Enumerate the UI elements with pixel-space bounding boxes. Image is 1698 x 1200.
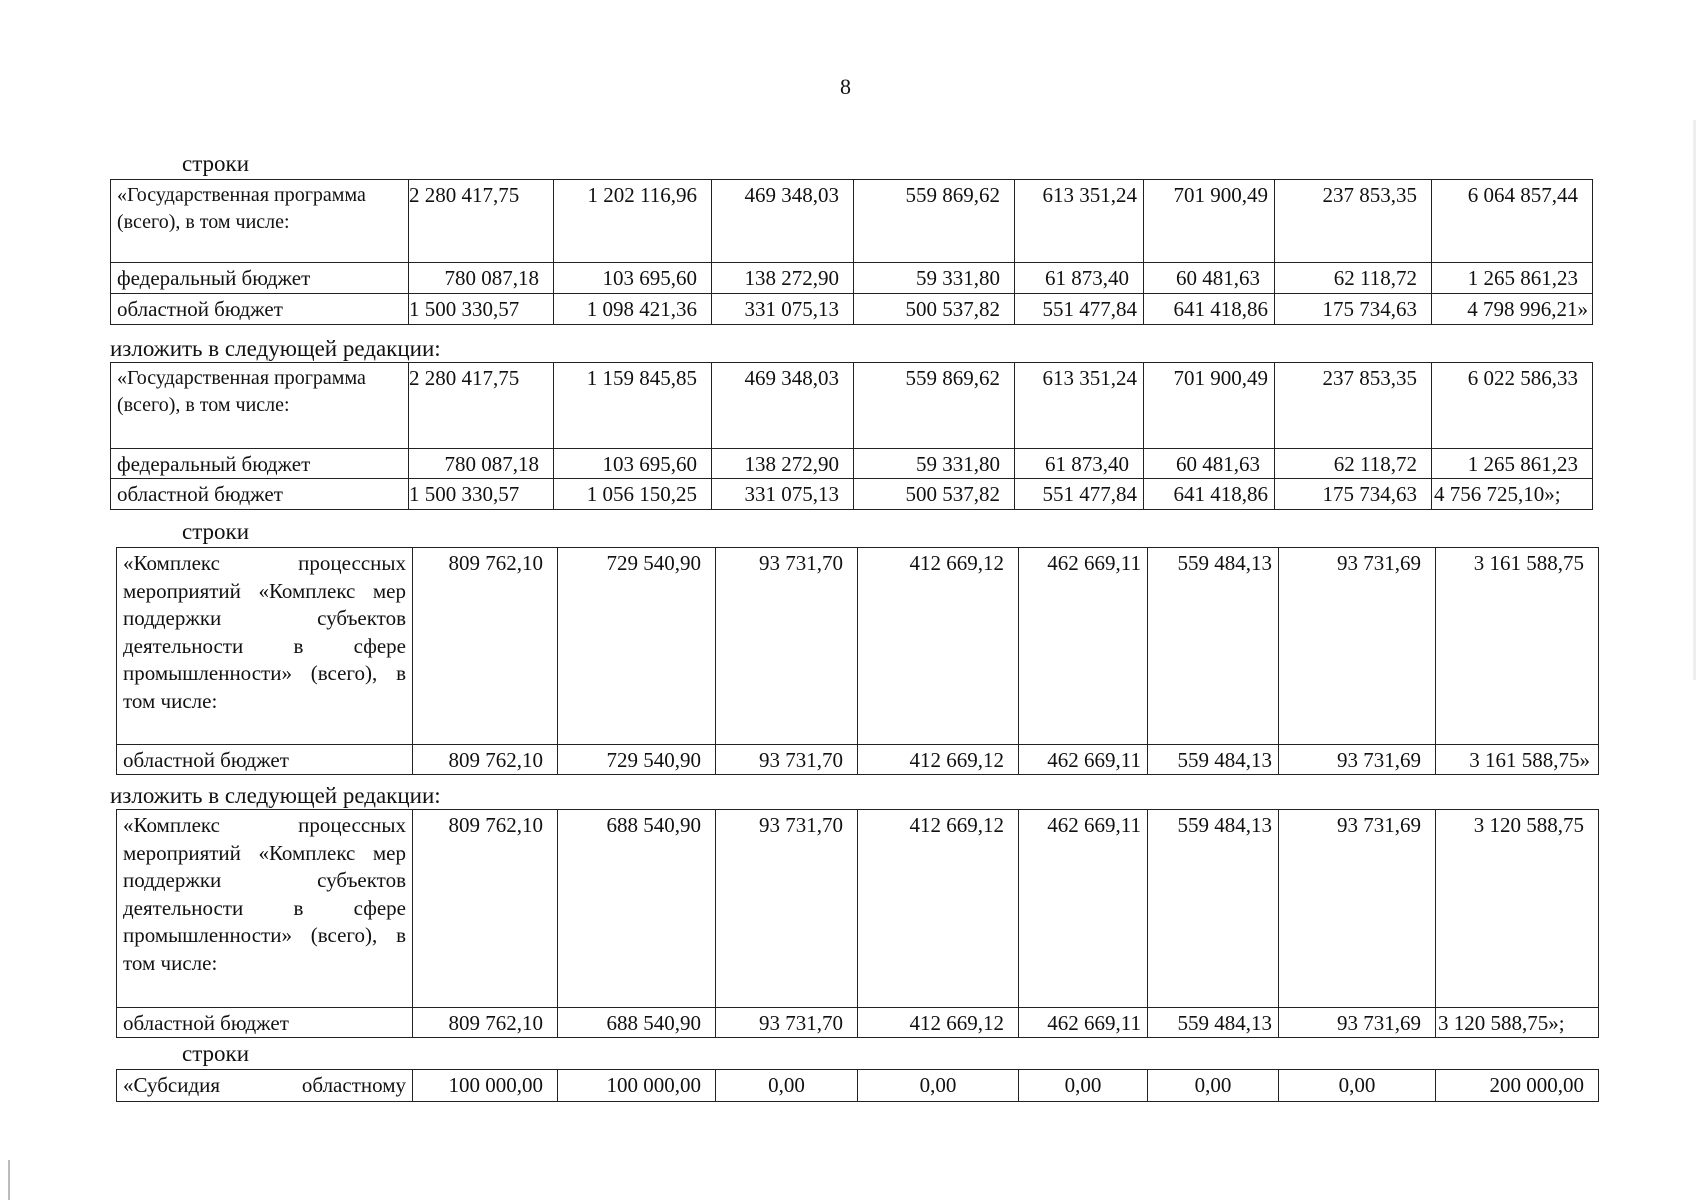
cell-value: 100 000,00 [558, 1070, 716, 1102]
scan-artifact [8, 1160, 10, 1200]
cell-value: 62 118,72 [1275, 263, 1432, 294]
row-name: федеральный бюджет [111, 449, 409, 479]
cell-value: 200 000,00 [1436, 1070, 1599, 1102]
row-name: «Комплекс процессных мероприятий «Комплекс мер поддержки субъектов деятельности в сфере промышленности» (всего), в том числе: [117, 548, 413, 745]
cell-value: 701 900,49 [1144, 363, 1275, 449]
cell-value: 412 669,12 [858, 548, 1019, 745]
cell-value: 3 120 588,75»; [1436, 1008, 1599, 1038]
scan-artifact [1693, 120, 1696, 680]
cell-value: 613 351,24 [1015, 363, 1144, 449]
row-name: областной бюджет [111, 294, 409, 325]
cell-value: 469 348,03 [712, 180, 854, 263]
cell-value: 237 853,35 [1275, 180, 1432, 263]
cell-value: 809 762,10 [413, 745, 558, 775]
cell-value: 93 731,69 [1279, 1008, 1436, 1038]
cell-value: 331 075,13 [712, 294, 854, 325]
table-state-program-new [110, 362, 1593, 510]
page-number: 8 [840, 74, 851, 99]
cell-value: 551 477,84 [1015, 294, 1144, 325]
table-subsidy [116, 1069, 1599, 1102]
cell-value: 559 869,62 [854, 363, 1015, 449]
cell-value: 688 540,90 [558, 810, 716, 1008]
cell-value: 331 075,13 [712, 479, 854, 510]
cell-value: 641 418,86 [1144, 479, 1275, 510]
cell-value: 4 798 996,21» [1432, 294, 1593, 325]
cell-value: 59 331,80 [854, 263, 1015, 294]
table-industry-complex-new [116, 809, 1599, 1038]
cell-value: 462 669,11 [1019, 745, 1148, 775]
row-name: областной бюджет [117, 1008, 413, 1038]
cell-value: 0,00 [716, 1070, 858, 1102]
cell-value: 138 272,90 [712, 263, 854, 294]
cell-value: 175 734,63 [1275, 294, 1432, 325]
cell-value: 462 669,11 [1019, 810, 1148, 1008]
cell-value: 559 484,13 [1148, 745, 1279, 775]
cell-value: 3 161 588,75 [1436, 548, 1599, 745]
cell-value: 6 022 586,33 [1432, 363, 1593, 449]
cell-value: 412 669,12 [858, 745, 1019, 775]
cell-value: 103 695,60 [554, 263, 712, 294]
cell-value: 613 351,24 [1015, 180, 1144, 263]
table-state-program-old [110, 179, 1593, 325]
cell-value: 809 762,10 [413, 1008, 558, 1038]
row-name: «Государственная программа (всего), в том числе: [111, 363, 409, 449]
cell-value: 469 348,03 [712, 363, 854, 449]
cell-value: 237 853,35 [1275, 363, 1432, 449]
label-replace-2: изложить в следующей редакции: [110, 783, 441, 808]
cell-value: 1 056 150,25 [554, 479, 712, 510]
cell-value: 103 695,60 [554, 449, 712, 479]
cell-value: 412 669,12 [858, 810, 1019, 1008]
row-name: федеральный бюджет [111, 263, 409, 294]
cell-value: 4 756 725,10»; [1432, 479, 1593, 510]
cell-value: 688 540,90 [558, 1008, 716, 1038]
cell-value: 175 734,63 [1275, 479, 1432, 510]
cell-value: 559 484,13 [1148, 1008, 1279, 1038]
cell-value: 1 159 845,85 [554, 363, 712, 449]
cell-value: 1 500 330,57 [409, 294, 554, 325]
row-name: «Государственная программа (всего), в том числе: [111, 180, 409, 263]
row-name: областной бюджет [111, 479, 409, 510]
label-rows-1: строки [182, 151, 250, 176]
cell-value: 93 731,70 [716, 810, 858, 1008]
cell-value: 93 731,70 [716, 1008, 858, 1038]
table-row [117, 548, 1599, 745]
cell-value: 500 537,82 [854, 479, 1015, 510]
cell-value: 1 098 421,36 [554, 294, 712, 325]
cell-value: 701 900,49 [1144, 180, 1275, 263]
cell-value: 551 477,84 [1015, 479, 1144, 510]
cell-value: 93 731,69 [1279, 745, 1436, 775]
cell-value: 0,00 [1019, 1070, 1148, 1102]
cell-value: 138 272,90 [712, 449, 854, 479]
cell-value: 462 669,11 [1019, 548, 1148, 745]
row-name: «Комплекс процессных мероприятий «Комплекс мер поддержки субъектов деятельности в сфере промышленности» (всего), в том числе: [117, 810, 413, 1008]
cell-value: 0,00 [858, 1070, 1019, 1102]
label-rows-2: строки [182, 519, 250, 544]
cell-value: 62 118,72 [1275, 449, 1432, 479]
label-replace-1: изложить в следующей редакции: [110, 336, 441, 361]
cell-value: 462 669,11 [1019, 1008, 1148, 1038]
table-industry-complex-old [116, 547, 1599, 775]
cell-value: 1 265 861,23 [1432, 449, 1593, 479]
cell-value: 559 869,62 [854, 180, 1015, 263]
table-row [117, 745, 1599, 775]
table-row [111, 263, 1593, 294]
cell-value: 0,00 [1279, 1070, 1436, 1102]
table-row [111, 479, 1593, 510]
cell-value: 93 731,70 [716, 548, 858, 745]
cell-value: 59 331,80 [854, 449, 1015, 479]
cell-value: 2 280 417,75 [409, 180, 554, 263]
cell-value: 809 762,10 [413, 548, 558, 745]
cell-value: 61 873,40 [1015, 449, 1144, 479]
cell-value: 1 265 861,23 [1432, 263, 1593, 294]
cell-value: 0,00 [1148, 1070, 1279, 1102]
cell-value: 61 873,40 [1015, 263, 1144, 294]
row-name: областной бюджет [117, 745, 413, 775]
cell-value: 412 669,12 [858, 1008, 1019, 1038]
cell-value: 809 762,10 [413, 810, 558, 1008]
cell-value: 1 202 116,96 [554, 180, 712, 263]
table-row [117, 1070, 1599, 1102]
cell-value: 6 064 857,44 [1432, 180, 1593, 263]
table-row [111, 294, 1593, 325]
cell-value: 500 537,82 [854, 294, 1015, 325]
cell-value: 559 484,13 [1148, 548, 1279, 745]
label-rows-3: строки [182, 1041, 250, 1066]
table-row [111, 449, 1593, 479]
row-name [117, 1070, 413, 1102]
cell-value: 100 000,00 [413, 1070, 558, 1102]
cell-value: 559 484,13 [1148, 810, 1279, 1008]
table-row [117, 1008, 1599, 1038]
cell-value: 93 731,69 [1279, 548, 1436, 745]
cell-value: 729 540,90 [558, 548, 716, 745]
row-name-text: «Субсидия областному [123, 1073, 406, 1097]
cell-value: 729 540,90 [558, 745, 716, 775]
table-row [117, 810, 1599, 1008]
cell-value: 780 087,18 [409, 263, 554, 294]
cell-value: 60 481,63 [1144, 449, 1275, 479]
cell-value: 3 161 588,75» [1436, 745, 1599, 775]
cell-value: 60 481,63 [1144, 263, 1275, 294]
cell-value: 780 087,18 [409, 449, 554, 479]
cell-value: 93 731,70 [716, 745, 858, 775]
cell-value: 3 120 588,75 [1436, 810, 1599, 1008]
cell-value: 641 418,86 [1144, 294, 1275, 325]
table-row [111, 180, 1593, 263]
table-row [111, 363, 1593, 449]
cell-value: 1 500 330,57 [409, 479, 554, 510]
cell-value: 93 731,69 [1279, 810, 1436, 1008]
cell-value: 2 280 417,75 [409, 363, 554, 449]
